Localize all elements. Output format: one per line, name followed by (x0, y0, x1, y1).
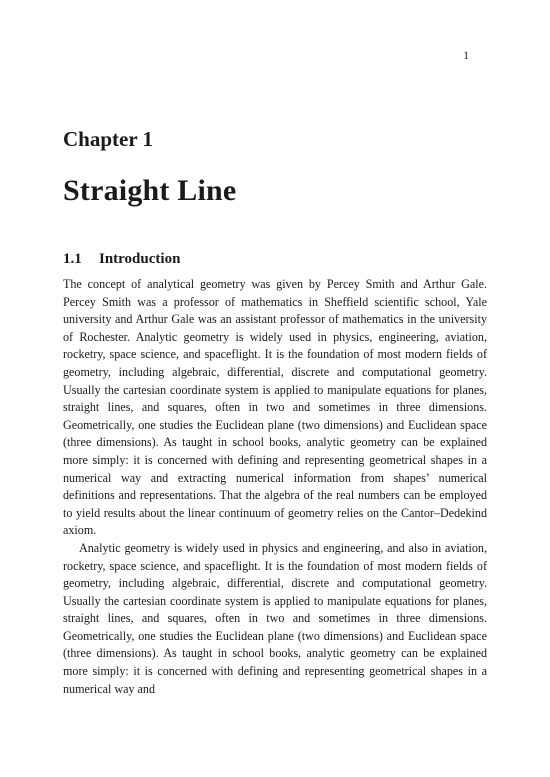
chapter-label: Chapter 1 (63, 127, 154, 151)
section-heading (63, 251, 180, 268)
paragraph: The concept of analytical geometry was given by Percey Smith and Arthur Gale. Percey Smith was a professor of mathematics in Sheffield scientific school, Yale university and Arthur Gale was an assistant professor of mathematics in the university of Rochester. Analytic geometry is widely used in physics, engineering, aviation, rocketry, space science, and spaceflight. It is the foundation of most modern fields of geometry, including algebraic, differential, discrete and computational geometry. Usually the cartesian coordinate system is applied to manipulate equations for planes, straight lines, and squares, often in two and sometimes in three dimensions. Geometrically, one studies the Euclidean plane (two dimensions) and Euclidean space (three dimensions). As taught in school books, analytic geometry can be explained more simply: it is concerned with defining and representing geometrical shapes in a numerical way and extracting numerical information from shapes’ numerical definitions and representations. That the algebra of the real numbers can be employed to yield results about the linear continuum of geometry relies on the Cantor–Dedekind axiom. (63, 277, 487, 538)
paragraph: Analytic geometry is widely used in physics and engineering, and also in aviation, rocketry, space science, and spaceflight. It is the foundation of most modern fields of geometry, including algebraic, differential, discrete and computational geometry. Usually the cartesian coordinate system is applied to manipulate equations for planes, straight lines, and squares, often in two and sometimes in three dimensions. Geometrically, one studies the Euclidean plane (two dimensions) and Euclidean space (three dimensions). As taught in school books, analytic geometry can be explained more simply: it is concerned with defining and representing geometrical shapes in a numerical way and (63, 540, 487, 696)
chapter-title: Straight Line (63, 174, 237, 207)
page-number: 1 (463, 50, 469, 62)
body-text (63, 276, 487, 698)
section-title: Introduction (99, 251, 181, 267)
section-number: 1.1 (63, 251, 82, 267)
